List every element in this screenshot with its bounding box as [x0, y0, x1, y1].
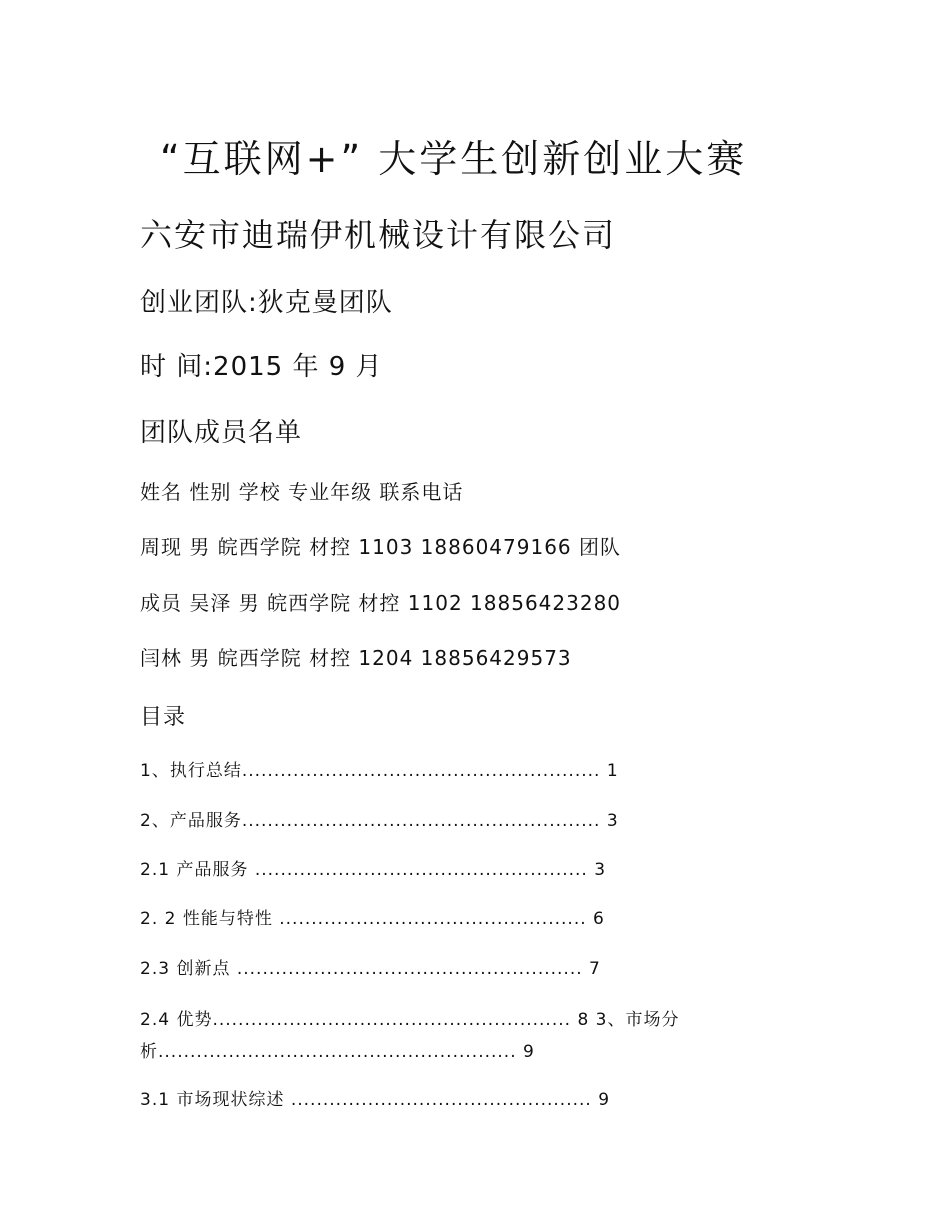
member-line: 周现 男 皖西学院 材控 1103 18860479166 团队	[140, 535, 622, 559]
document-title: “互联网+” 大学生创新创业大赛	[160, 137, 748, 181]
date-line: 时 间:2015 年 9 月	[140, 352, 383, 382]
toc-entry: 析........................................................ 9	[140, 1042, 535, 1062]
toc-entry: 2.3 创新点 ...................................................... 7	[140, 959, 601, 979]
toc-entry: 2、产品服务........................................................ 3	[140, 811, 619, 831]
company-name: 六安市迪瑞伊机械设计有限公司	[140, 216, 617, 254]
members-heading: 团队成员名单	[140, 418, 303, 448]
toc-entry: 1、执行总结........................................................ 1	[140, 761, 619, 781]
team-name: 创业团队:狄克曼团队	[140, 288, 393, 318]
toc-heading: 目录	[140, 705, 187, 730]
toc-entry: 3.1 市场现状综述 ............................................... 9	[140, 1090, 611, 1110]
toc-entry: 2. 2 性能与特性 ................................................ 6	[140, 909, 605, 929]
member-table-header: 姓名 性别 学校 专业年级 联系电话	[140, 480, 464, 504]
toc-entry: 2.4 优势........................................................ 8 3、市场分	[140, 1010, 680, 1030]
member-line: 闫林 男 皖西学院 材控 1204 18856429573	[140, 646, 572, 670]
member-line: 成员 吴泽 男 皖西学院 材控 1102 18856423280	[140, 591, 622, 615]
toc-entry: 2.1 产品服务 .................................................... 3	[140, 860, 607, 880]
